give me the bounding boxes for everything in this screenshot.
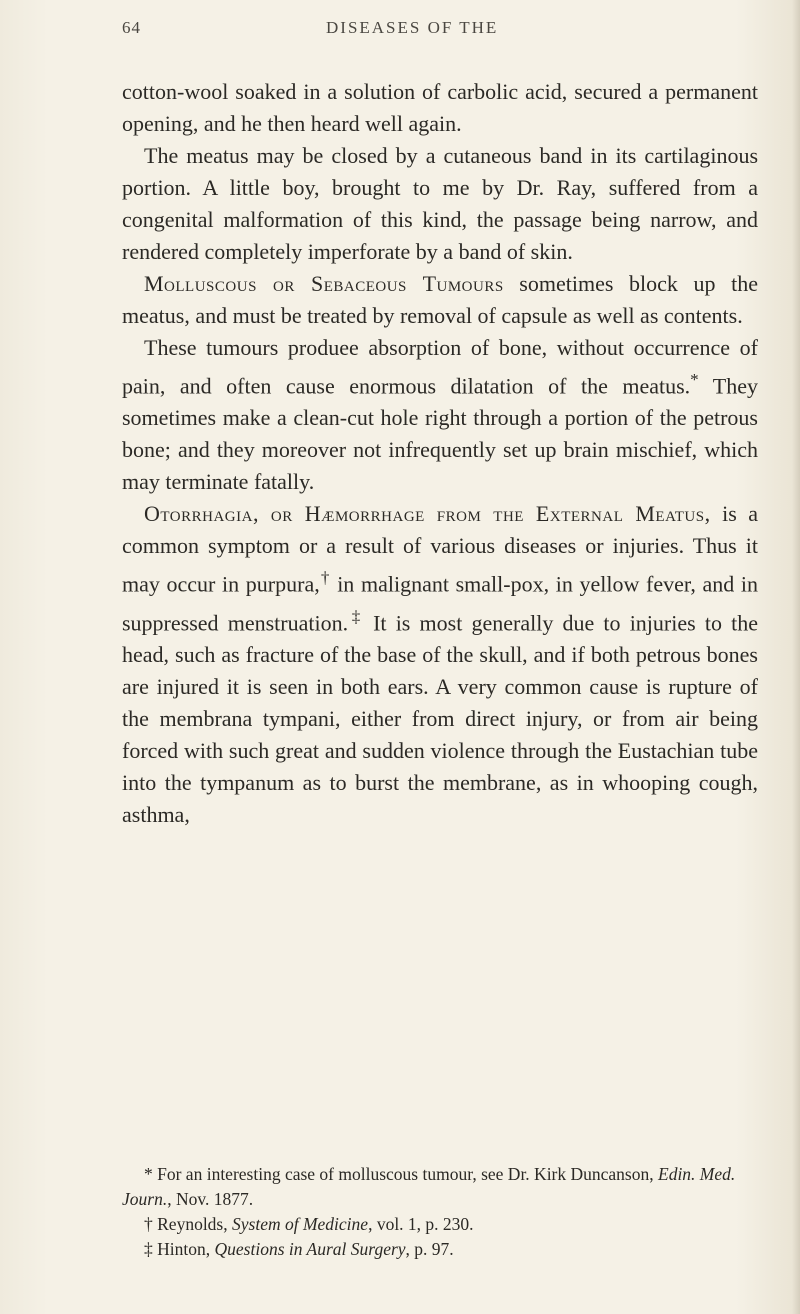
section-heading-molluscous: Molluscous or Sebaceous Tumours [144,271,504,296]
paragraph-tumour-effects: These tumours produee absorption of bone, without occurrence of pain, and often cause enormous dilatation of the meatus.* They sometimes make a clean-cut hole right through a portion of the petrous bone; and they moreover not infrequently set up brain mischief, which may terminate fatally. [122,335,758,495]
paragraph-otorrhagia: Otorrhagia, or Hæmorrhage from the External Meatus, is a common symptom or a result of various diseases or injuries. Thus it may occur in purpura,† in malignant small-pox, in yellow fever, and in suppressed menstruation.‡ It is most generally due to injuries to the head, such as fracture of the base of the skull, and if both petrous bones are injured it is seen in both ears. A very common cause is rupture of the membrana tympani, either from direct injury, or from air being forced with such great and sudden violence through the Eustachian tube into the tympanum as to burst the membrane, as in whooping cough, asthma, [122,501,759,827]
page-edge-shadow [792,0,800,1314]
footnote-ref-2: † [319,568,331,588]
footnote-3: ‡ Hinton, Questions in Aural Surgery, p. 97. [144,1239,454,1259]
running-header [122,18,770,48]
paragraph-continuation: cotton-wool soaked in a solution of carbolic acid, secured a permanent opening, and he then heard well again. [122,79,758,136]
paragraph-molluscous-tumours: Molluscous or Sebaceous Tumours sometimes block up the meatus, and must be treated by removal of capsule as well as contents. [122,271,758,328]
page-number: 64 [122,18,141,37]
footnote-ref-3: ‡ [348,606,364,626]
section-heading-otorrhagia: Otorrhagia, or Hæmorrhage from the External Meatus, [144,501,711,527]
footnote-2: † Reynolds, System of Medicine, vol. 1, p. 230. [144,1214,474,1234]
footnote-1: * For an interesting case of molluscous tumour, see Dr. Kirk Duncanson, Edin. Med. Journ., Nov. 1877. [122,1164,736,1209]
paragraph-meatus-closed: The meatus may be closed by a cutaneous band in its cartilaginous portion. A little boy, brought to me by Dr. Ray, suffered from a congenital malformation of this kind, the passage being narrow, and rendered completely imperforate by a band of skin. [122,143,758,264]
footnote-ref-1: * [690,370,699,389]
body-text [122,76,758,831]
footnotes [122,1162,758,1262]
running-title: DISEASES OF THE [326,18,499,37]
